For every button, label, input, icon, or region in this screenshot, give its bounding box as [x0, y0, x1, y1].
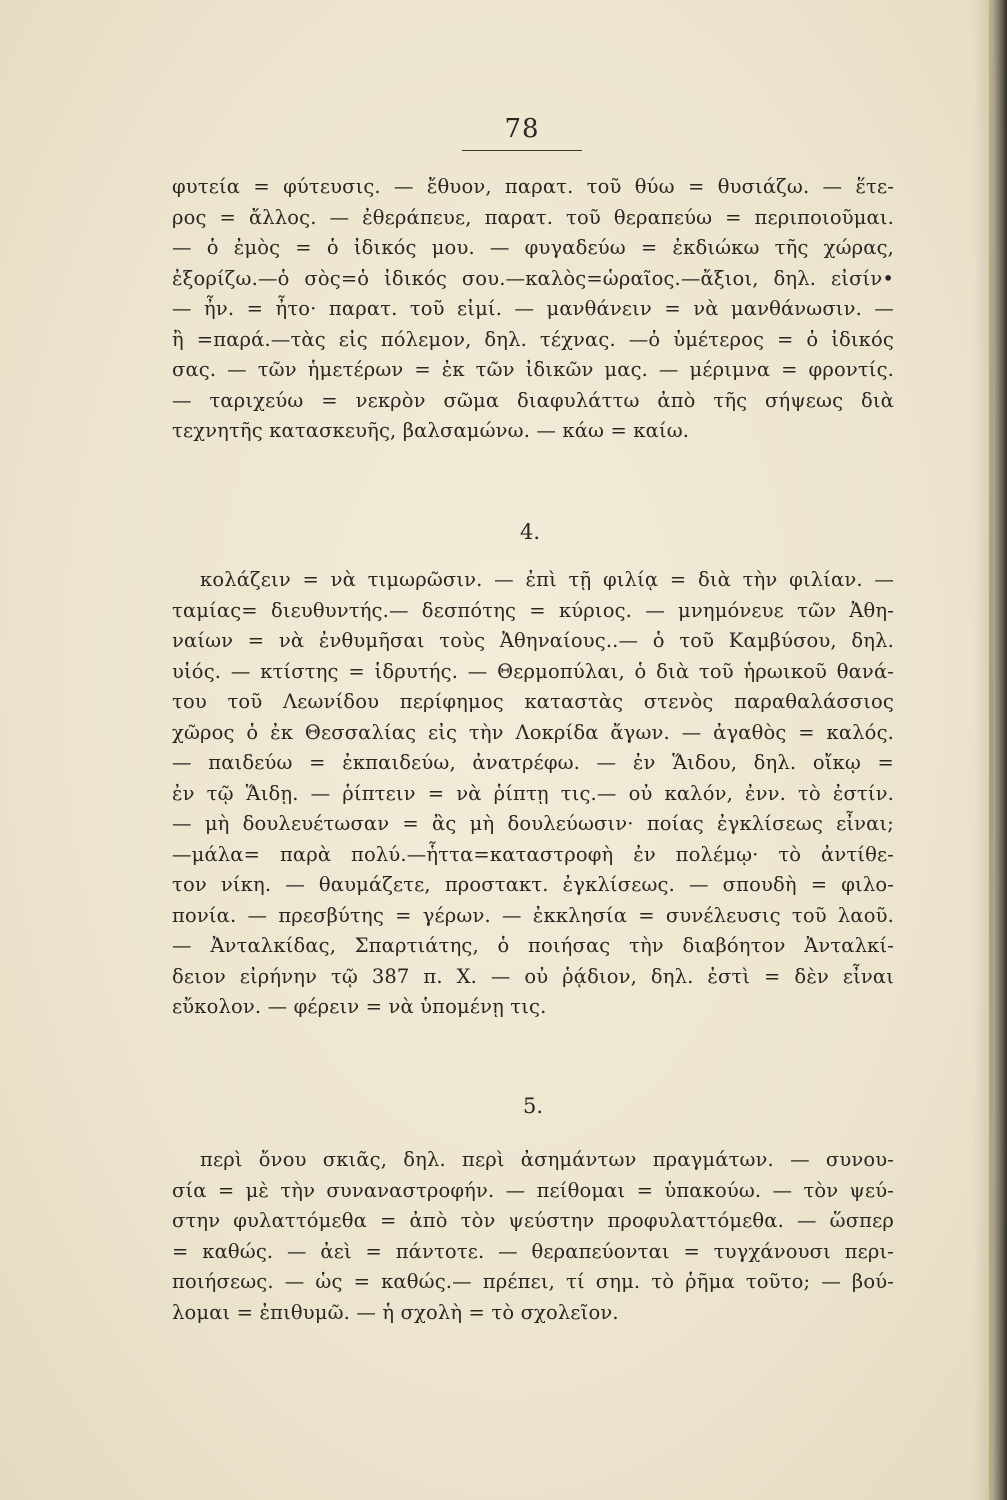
text-line: κολάζειν = νὰ τιμωρῶσιν. — ἐπὶ τῇ φιλίᾳ = διὰ τὴν φιλίαν. —: [200, 568, 894, 591]
text-line: ἐν τῷ Ἅιδῃ. — ῥίπτειν = νὰ ῥίπτῃ τις.— οὐ καλόν, ἐνν. τὸ ἐστίν.: [172, 781, 894, 805]
text-line: περὶ ὄνου σκιᾶς, δηλ. περὶ ἀσημάντων πραγμάτων. — συνου-: [200, 1148, 894, 1171]
text-line: — ἦν. = ἦτο· παρατ. τοῦ εἰμί. — μανθάνειν = νὰ μανθάνωσιν. —: [172, 297, 894, 320]
section-continued-notes: [172, 172, 894, 447]
text-line: χῶρος ὁ ἐκ Θεσσαλίας εἰς τὴν Λοκρίδα ἄγων. — ἀγαθὸς = καλός.: [172, 720, 894, 744]
text-line: ρος = ἄλλος. — ἐθεράπευε, παρατ. τοῦ θεραπεύω = περιποιοῦμαι.: [172, 205, 894, 229]
text-line: εὔκολον. — φέρειν = νὰ ὑπομένῃ τις.: [172, 995, 547, 1018]
text-line: = καθώς. — ἀεὶ = πάντοτε. — θεραπεύονται = τυγχάνουσι περι-: [172, 1239, 894, 1263]
text-line: ἐξορίζω.—ὁ σὸς=ὁ ἰδικός σου.—καλὸς=ὡραῖος.—ἄξιοι, δηλ. εἰσίν•: [172, 266, 894, 290]
text-line: — μὴ δουλευέτωσαν = ἂς μὴ δουλεύωσιν· ποίας ἐγκλίσεως εἶναι;: [172, 812, 894, 835]
text-line: τεχνητῆς κατασκευῆς, βαλσαμώνω. — κάω = καίω.: [172, 419, 690, 442]
page-number-rule: [462, 150, 582, 151]
text-line: σας. — τῶν ἡμετέρων = ἐκ τῶν ἰδικῶν μας. — μέριμνα = φροντίς.: [172, 358, 894, 381]
text-line: στην φυλαττόμεθα = ἀπὸ τὸν ψεύστην προφυλαττόμεθα. — ὥσπερ: [172, 1209, 894, 1232]
text-line: ταμίας= διευθυντής.— δεσπότης = κύριος. — μνημόνευε τῶν Ἀθη-: [172, 598, 894, 622]
text-line: — ὁ ἐμὸς = ὁ ἰδικός μου. — φυγαδεύω = ἐκδιώκω τῆς χώρας,: [172, 236, 894, 259]
text-line: — ταριχεύω = νεκρὸν σῶμα διαφυλάττω ἀπὸ τῆς σήψεως διὰ: [172, 388, 894, 412]
text-line: —μάλα= παρὰ πολύ.—ἧττα=καταστροφὴ ἐν πολέμῳ· τὸ ἀντίθε-: [172, 842, 894, 866]
text-line: δειον εἰρήνην τῷ 387 π. Χ. — οὐ ῥᾴδιον, δηλ. ἐστὶ = δὲν εἶναι: [172, 964, 894, 988]
text-line: τον νίκη. — θαυμάζετε, προστακτ. ἐγκλίσεως. — σπουδὴ = φιλο-: [172, 873, 894, 896]
text-line: φυτεία = φύτευσις. — ἔθυον, παρατ. τοῦ θύω = θυσιάζω. — ἕτε-: [172, 175, 894, 198]
section-4-notes: [172, 565, 894, 1023]
section-number-5: 5.: [522, 1094, 544, 1118]
section-number-4: 4.: [519, 520, 541, 544]
text-line: του τοῦ Λεωνίδου περίφημος καταστὰς στενὸς παραθαλάσσιος: [172, 690, 894, 713]
text-line: λομαι = ἐπιθυμῶ. — ἡ σχολὴ = τὸ σχολεῖον.: [172, 1300, 619, 1324]
text-line: ἢ =παρά.—τὰς εἰς πόλεμον, δηλ. τέχνας. —ὁ ὑμέτερος = ὁ ἰδικός: [172, 327, 894, 351]
text-line: ποιήσεως. — ὡς = καθώς.— πρέπει, τί σημ. τὸ ῥῆμα τοῦτο; — βού-: [172, 1270, 894, 1293]
text-line: ναίων = νὰ ἐνθυμῆσαι τοὺς Ἀθηναίους..— ὁ τοῦ Καμβύσου, δηλ.: [172, 629, 894, 652]
page-edge-strip: [989, 0, 993, 1500]
text-line: σία = μὲ τὴν συναναστροφήν. — πείθομαι = ὑπακούω. — τὸν ψεύ-: [172, 1178, 894, 1202]
text-line: πονία. — πρεσβύτης = γέρων. — ἐκκλησία = συνέλευσις τοῦ λαοῦ.: [172, 903, 894, 927]
text-line: υἱός. — κτίστης = ἱδρυτής. — Θερμοπύλαι, ὁ διὰ τοῦ ἡρωικοῦ θανά-: [172, 659, 894, 683]
page-number: 78: [504, 114, 540, 144]
section-5-notes: [172, 1145, 894, 1328]
text-line: — Ἀνταλκίδας, Σπαρτιάτης, ὁ ποιήσας τὴν διαβόητον Ἀνταλκί-: [172, 934, 894, 957]
text-line: — παιδεύω = ἐκπαιδεύω, ἀνατρέφω. — ἐν Ἅιδου, δηλ. οἴκῳ =: [172, 751, 894, 774]
